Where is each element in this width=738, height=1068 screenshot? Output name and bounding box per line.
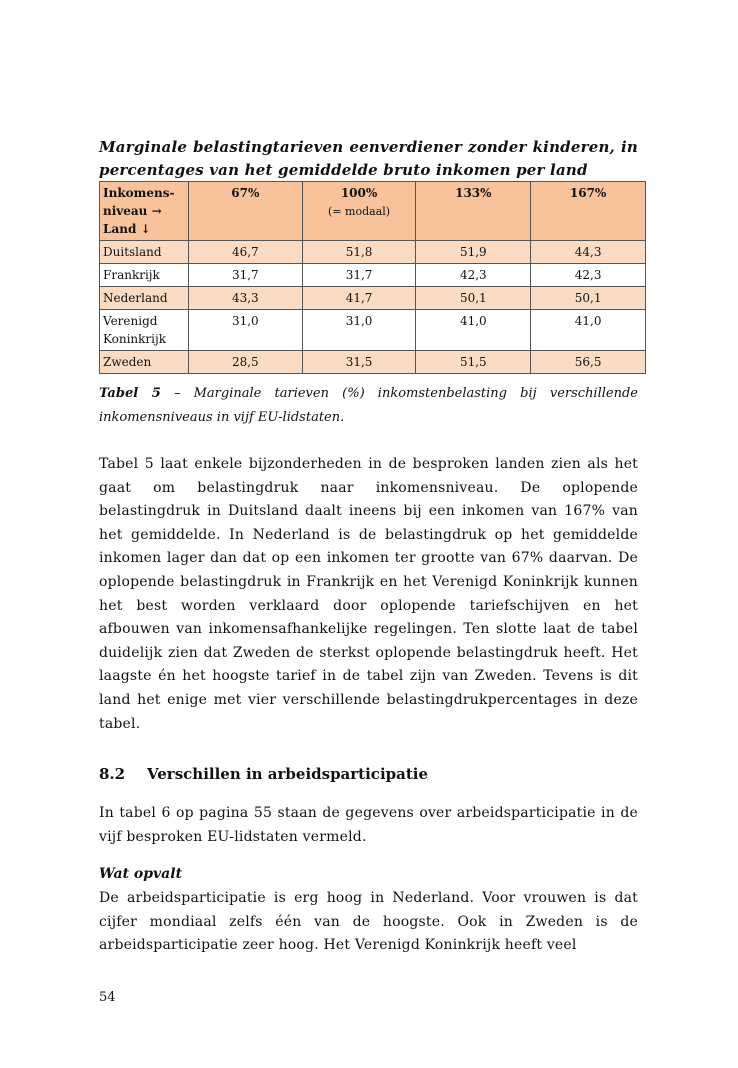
table-row bbox=[100, 310, 646, 351]
row-value: 43,3 bbox=[188, 287, 302, 310]
header-label: 100% bbox=[340, 186, 378, 200]
header-col-67 bbox=[188, 182, 302, 241]
row-value: 31,0 bbox=[302, 310, 416, 351]
row-value: 46,7 bbox=[188, 241, 302, 264]
subheading: Wat opvalt bbox=[99, 866, 183, 882]
table-row bbox=[100, 264, 646, 287]
row-country: Frankrijk bbox=[100, 264, 189, 287]
table-row bbox=[100, 287, 646, 310]
tax-rate-table bbox=[99, 181, 646, 374]
header-corner-line3: Land ↓ bbox=[103, 222, 151, 236]
section-heading bbox=[99, 765, 428, 783]
row-country: Zweden bbox=[100, 351, 189, 374]
row-value: 31,5 bbox=[302, 351, 416, 374]
table-title-line2: percentages van het gemiddelde bruto inkomen per land bbox=[99, 161, 588, 179]
header-corner-line2: niveau → bbox=[103, 204, 162, 218]
page-number: 54 bbox=[99, 990, 116, 1005]
table-title bbox=[99, 136, 638, 182]
row-value: 31,7 bbox=[302, 264, 416, 287]
row-value: 50,1 bbox=[416, 287, 531, 310]
row-value: 31,0 bbox=[188, 310, 302, 351]
header-label: 67% bbox=[231, 186, 260, 200]
row-value: 51,8 bbox=[302, 241, 416, 264]
header-corner bbox=[100, 182, 189, 241]
row-value: 41,0 bbox=[531, 310, 646, 351]
row-country: Duitsland bbox=[100, 241, 189, 264]
table-caption bbox=[99, 382, 638, 430]
table-title-line1: Marginale belastingtarieven eenverdiener zonder kinderen, in bbox=[99, 138, 638, 156]
row-value: 42,3 bbox=[416, 264, 531, 287]
body-paragraph-2: In tabel 6 op pagina 55 staan de gegevens over arbeidsparticipatie in de vijf besproken EU-lidstaten vermeld. bbox=[99, 805, 638, 845]
row-value: 28,5 bbox=[188, 351, 302, 374]
header-label: 133% bbox=[455, 186, 492, 200]
row-country: Verenigd Koninkrijk bbox=[100, 310, 189, 351]
header-sublabel: (= modaal) bbox=[328, 205, 391, 218]
table-row bbox=[100, 241, 646, 264]
row-value: 50,1 bbox=[531, 287, 646, 310]
row-country: Nederland bbox=[100, 287, 189, 310]
row-value: 44,3 bbox=[531, 241, 646, 264]
caption-label: Tabel 5 bbox=[99, 386, 161, 401]
header-col-100 bbox=[302, 182, 416, 241]
body-paragraph-1: Tabel 5 laat enkele bijzonderheden in de besproken landen zien als het gaat om belastingdruk naar inkomensniveau. De oplopende belastingdruk in Duitsland daalt ineens bij een inkomen van 167% van het gemiddelde. In Nederland is de belastingdruk op het gemiddelde inkomen lager dan dat op een inkomen ter grootte van 67% daarvan. De oplopende belastingdruk in Frankrijk en het Verenigd Koninkrijk kunnen het best worden verklaard door oplopende tariefschijven en het afbouwen van inkomensafhankelijke regelingen. Ten slotte laat de tabel duidelijk zien dat Zweden de sterkst oplopende belastingdruk heeft. Het laagste én het hoogste tarief in de tabel zijn van Zweden. Tevens is dit land het enige met vier verschillende belastingdrukpercentages in deze tabel. bbox=[99, 456, 638, 732]
table-row bbox=[100, 351, 646, 374]
table-header-row bbox=[100, 182, 646, 241]
row-value: 51,5 bbox=[416, 351, 531, 374]
row-value: 56,5 bbox=[531, 351, 646, 374]
caption-text: – Marginale tarieven (%) inkomstenbelasting bij verschillende inkomensniveaus in vijf EU-lidstaten. bbox=[99, 386, 638, 425]
row-value: 51,9 bbox=[416, 241, 531, 264]
row-value: 31,7 bbox=[188, 264, 302, 287]
row-value: 42,3 bbox=[531, 264, 646, 287]
section-title: Verschillen in arbeidsparticipatie bbox=[147, 765, 429, 783]
header-label: 167% bbox=[569, 186, 607, 200]
section-number: 8.2 bbox=[99, 765, 126, 783]
header-col-167 bbox=[531, 182, 646, 241]
row-value: 41,7 bbox=[302, 287, 416, 310]
header-col-133 bbox=[416, 182, 531, 241]
body-paragraph-3: De arbeidsparticipatie is erg hoog in Nederland. Voor vrouwen is dat cijfer mondiaal zelfs één van de hoogste. Ook in Zweden is de arbeidsparticipatie zeer hoog. Het Verenigd Koninkrijk heeft veel bbox=[99, 890, 638, 954]
header-corner-line1: Inkomens- bbox=[103, 186, 175, 200]
row-value: 41,0 bbox=[416, 310, 531, 351]
